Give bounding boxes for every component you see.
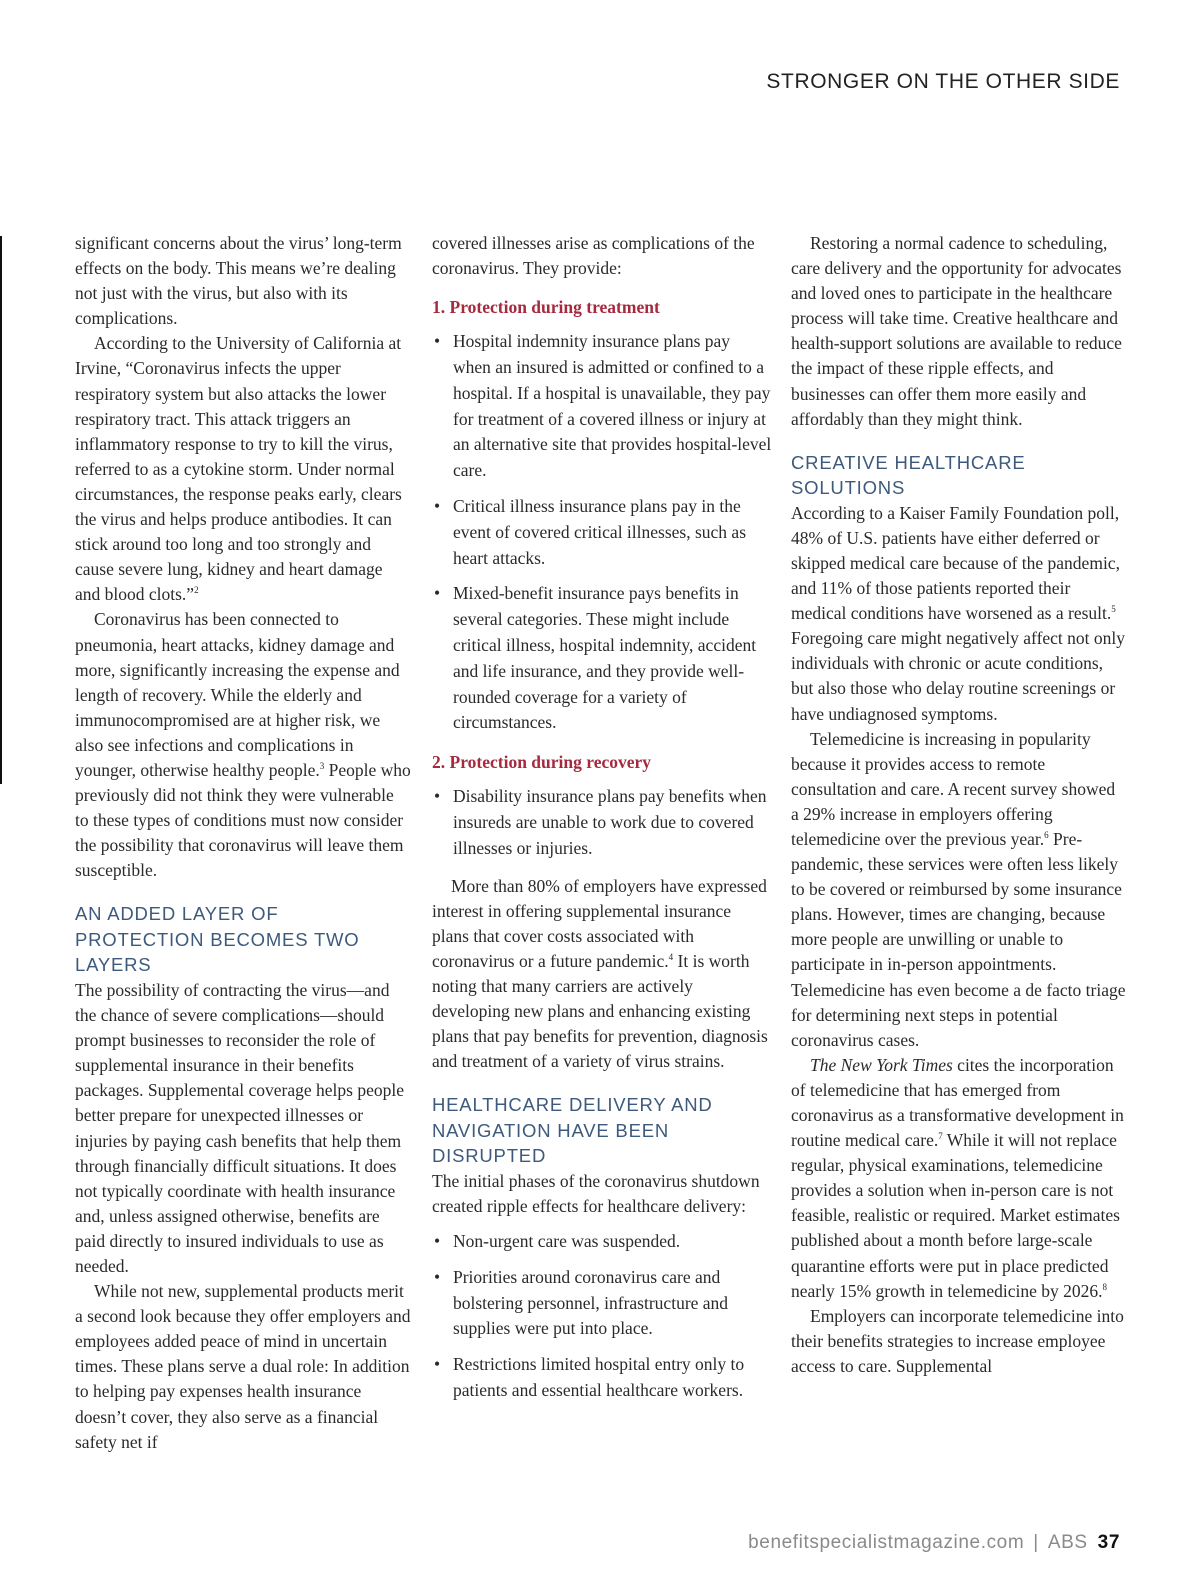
page-footer <box>748 1532 1120 1554</box>
footer-publication: ABS <box>1047 1532 1088 1553</box>
footer-separator: | <box>1033 1532 1039 1553</box>
list-item: • Priorities around coronavirus care and bolstering personnel, infrastructure and supplies were put into place. <box>432 1265 772 1342</box>
subheading: 1. Protection during treatment <box>432 297 660 318</box>
footnote-ref: 3 <box>319 760 325 771</box>
paragraph: More than 80% of employers have expressed interest in offering supplemental insurance plans that cover costs associated with coronavirus or a future pandemic.$^4$ It is worth noting that many carriers are actively developing new plans and enhancing existing plans that pay benefits for prevention, diagnosis and treatment of a variety of virus strains. <box>432 875 768 1072</box>
paragraph: covered illnesses arise as complications of the coronavirus. They provide: <box>432 233 755 279</box>
section-heading: HEALTHCARE DELIVERY AND NAVIGATION HAVE BEEN DISRUPTED <box>432 1094 713 1167</box>
list-item: • Disability insurance plans pay benefits when insureds are unable to work due to covered illnesses or injuries. <box>432 784 772 861</box>
paragraph: significant concerns about the virus’ long-term effects on the body. This means we’re dealing not just with the virus, but also with its complications. <box>75 233 402 329</box>
paragraph: While not new, supplemental products merit a second look because they offer employers and employees added peace of mind in uncertain times. These plans serve a dual role: In addition to helping pay expenses health insurance doesn’t cover, they also serve as a financial safety net if <box>75 1281 411 1452</box>
column-3 <box>791 231 1127 1379</box>
bullet-list <box>432 784 772 861</box>
list-item: • Critical illness insurance plans pay in the event of covered critical illnesses, such as heart attacks. <box>432 494 772 571</box>
footer-site-link[interactable]: benefitspecialistmagazine.com <box>748 1532 1025 1553</box>
list-item: • Mixed-benefit insurance pays benefits in several categories. These might include critical illness, hospital indemnity, accident and life insurance, and they provide well-rounded coverage for a variety of circumstances. <box>432 581 772 736</box>
section-heading: CREATIVE HEALTHCARE SOLUTIONS <box>791 451 1026 499</box>
paragraph: According to the University of California at Irvine, “Coronavirus infects the upper respiratory system but also attacks the lower respiratory tract. This attack triggers an inflammatory response to try to kill the virus, referred to as a cytokine storm. Under normal circumstances, the response peaks early, clears the virus and helps produce antibodies. It can stick around too long and too strongly and cause severe lung, kidney and heart damage and blood clots.”$^2$ <box>75 333 402 605</box>
list-item: • Hospital indemnity insurance plans pay when an insured is admitted or confined to a hospital. If a hospital is unavailable, they pay for treatment of a covered illness or injury at an alternative site that provides hospital-level care. <box>432 329 772 484</box>
page-number: 37 <box>1097 1532 1120 1553</box>
footnote-ref: 2 <box>194 585 199 596</box>
bullet-list <box>432 329 772 736</box>
list-item: • Non-urgent care was suspended. <box>432 1229 772 1255</box>
footnote-ref: 7 <box>938 1131 943 1142</box>
publication-title: The New York Times <box>810 1054 953 1075</box>
footnote-ref: 5 <box>1111 604 1116 615</box>
column-1 <box>75 231 411 1455</box>
list-item: • Restrictions limited hospital entry only to patients and essential healthcare workers. <box>432 1352 772 1404</box>
paragraph: Telemedicine is increasing in popularity because it provides access to remote consultation and care. A recent survey showed a 29% increase in employers offering telemedicine over the previous year.$^6$ Pre-pandemic, these services were often less likely to be covered or reimbursed by some insurance plans. However, times are changing, because more people are unwilling or unable to participate in in-person appointments. Telemedicine has even become a de facto triage for determining next steps in potential coronavirus cases. <box>791 728 1126 1050</box>
paragraph: The possibility of contracting the virus—and the chance of severe complications—should prompt businesses to reconsider the role of supplemental insurance in their benefits packages. Supplemental coverage helps people better prepare for unexpected illnesses or injuries by paying cash benefits that help them through financially difficult situations. It does not typically coordinate with health insurance and, unless assigned otherwise, benefits are paid directly to insured individuals to use as needed. <box>75 979 404 1276</box>
footnote-ref: 8 <box>1102 1281 1108 1292</box>
running-header: STRONGER ON THE OTHER SIDE <box>766 70 1120 93</box>
paragraph: Restoring a normal cadence to scheduling, care delivery and the opportunity for advocates and loved ones to participate in the healthcare process will take time. Creative healthcare and health-support solutions are available to reduce the impact of these ripple effects, and businesses can offer them more easily and affordably than they might think. <box>791 233 1122 429</box>
bullet-list <box>432 1229 772 1404</box>
paragraph: Coronavirus has been connected to pneumonia, heart attacks, kidney damage and more, significantly increasing the expense and length of recovery. While the elderly and immunocompromised are at higher risk, we also see infections and complications in younger, otherwise healthy people.$^3$ People who previously did not think they were vulnerable to these types of conditions must now consider the possibility that coronavirus will leave them susceptible. <box>75 609 411 881</box>
column-2 <box>432 231 772 1414</box>
paragraph: The initial phases of the coronavirus shutdown created ripple effects for healthcare delivery: <box>432 1170 760 1216</box>
paragraph: The New York Times cites the incorporation of telemedicine that has emerged from coronavirus as a transformative development in routine medical care.$^7$ While it will not replace regular, physical examinations, telemedicine provides a solution when in-person care is not feasible, realistic or required. Market estimates published about a month before large-scale quarantine efforts were put in place predicted nearly 15% growth in telemedicine by 2026.$^8$ <box>791 1054 1124 1301</box>
footnote-ref: 6 <box>1044 829 1049 840</box>
paragraph: According to a Kaiser Family Foundation poll, 48% of U.S. patients have either deferred or skipped medical care because of the pandemic, and 11% of those patients reported their medical conditions have worsened as a result.$^5$ Foregoing care might negatively affect not only individuals with chronic or acute conditions, but also those who delay routine screenings or have undiagnosed symptoms. <box>791 502 1126 724</box>
left-margin-rule <box>0 236 2 784</box>
paragraph: Employers can incorporate telemedicine into their benefits strategies to increase employee access to care. Supplemental <box>791 1305 1124 1376</box>
footnote-ref: 4 <box>668 951 674 962</box>
section-heading: AN ADDED LAYER OF PROTECTION BECOMES TWO LAYERS <box>75 903 360 976</box>
subheading: 2. Protection during recovery <box>432 752 652 773</box>
